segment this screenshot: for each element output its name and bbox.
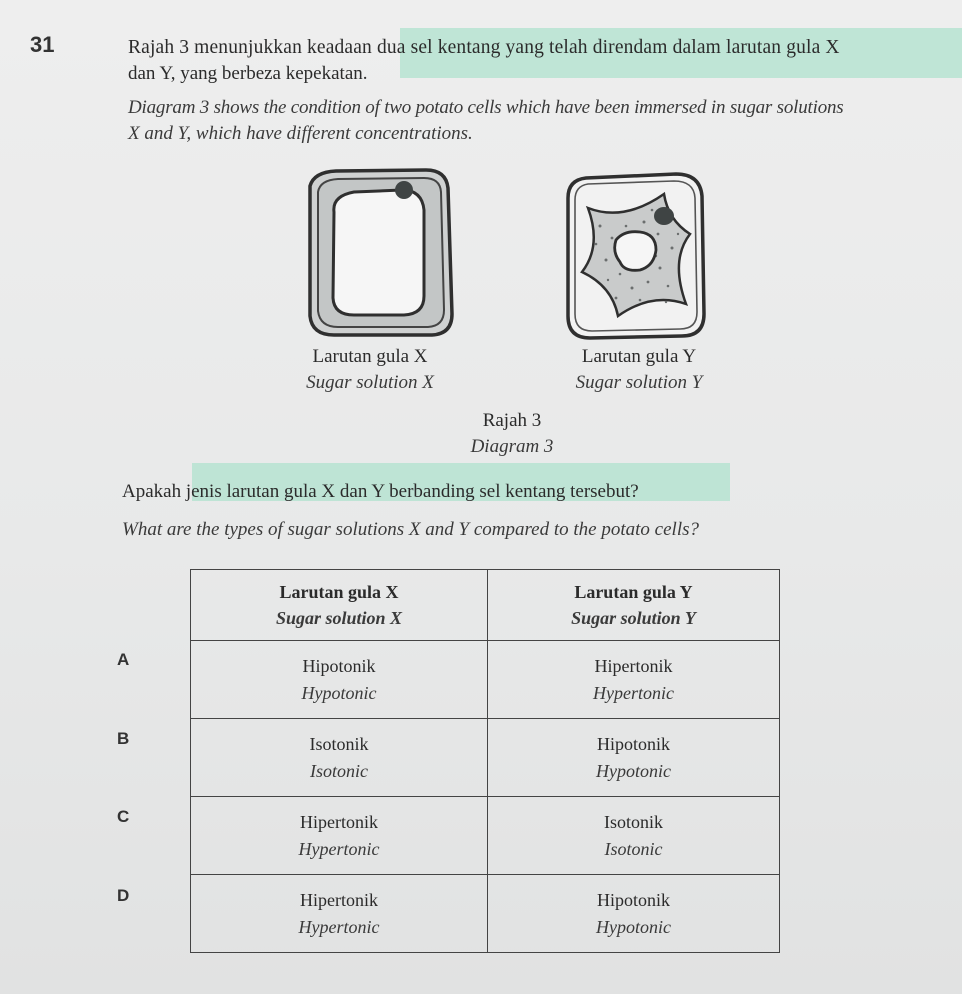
table-row[interactable]: [191, 875, 780, 953]
table-row[interactable]: [191, 719, 780, 797]
cell-x-label-en: Sugar solution X: [306, 372, 434, 393]
row-b-y-ms: Hipotonik: [596, 734, 670, 755]
stem-ms-line2: dan Y, yang berbeza kepekatan.: [128, 63, 368, 84]
row-c-x-en: Hypertonic: [298, 838, 380, 859]
cell-x-label-ms: Larutan gula X: [312, 346, 428, 367]
cell-y-diagram: [560, 164, 710, 344]
option-label-d[interactable]: D: [117, 886, 130, 905]
row-b-y: [488, 719, 780, 797]
diagram-caption-ms: Rajah 3: [482, 410, 542, 431]
header-x: [191, 570, 488, 641]
header-y-ms: Larutan gula Y: [574, 581, 693, 602]
prompt-en: What are the types of sugar solutions X and Y compared to the potato cells?: [122, 519, 699, 540]
answer-table: [190, 569, 780, 953]
stem-en-line1: Diagram 3 shows the condition of two potato cells which have been immersed in sugar solutions: [128, 97, 844, 118]
row-a-y-ms: Hipertonik: [594, 656, 673, 677]
row-d-x-en: Hypertonic: [298, 916, 380, 937]
option-label-b[interactable]: B: [117, 729, 130, 748]
header-y-en: Sugar solution Y: [571, 608, 696, 628]
row-b-x-ms: Isotonik: [309, 734, 369, 755]
row-d-y: [488, 875, 780, 953]
row-c-y-en: Isotonic: [604, 838, 663, 859]
row-d-y-ms: Hipotonik: [596, 890, 670, 911]
diagram-caption-en: Diagram 3: [470, 436, 554, 457]
row-b-y-en: Hypotonic: [596, 760, 671, 781]
stem-en-line2: X and Y, which have different concentrations.: [128, 123, 473, 144]
cell-y-label-ms: Larutan gula Y: [581, 346, 697, 367]
row-a-x: [191, 641, 488, 719]
option-label-a[interactable]: A: [117, 650, 130, 669]
row-b-x: [191, 719, 488, 797]
row-c-x: [191, 797, 488, 875]
row-d-x-ms: Hipertonik: [300, 890, 378, 911]
row-a-y: [488, 641, 780, 719]
header-y: [488, 570, 780, 641]
question-number: 31: [30, 32, 55, 57]
table-row[interactable]: [191, 641, 780, 719]
stem-ms-line1: Rajah 3 menunjukkan keadaan dua sel kentang yang telah direndam dalam larutan gula X: [128, 37, 840, 58]
row-a-x-en: Hypotonic: [301, 682, 377, 703]
row-a-x-ms: Hipotonik: [302, 656, 376, 677]
cell-y-label-en: Sugar solution Y: [575, 372, 703, 393]
row-d-y-en: Hypotonic: [596, 916, 671, 937]
prompt-ms: Apakah jenis larutan gula X dan Y berbanding sel kentang tersebut?: [122, 481, 639, 502]
row-c-y: [488, 797, 780, 875]
table-header-row: [191, 570, 780, 641]
row-c-y-ms: Isotonik: [603, 812, 663, 833]
row-a-y-en: Hypertonic: [593, 682, 674, 703]
header-x-ms: Larutan gula X: [279, 581, 399, 602]
row-c-x-ms: Hipertonik: [300, 812, 378, 833]
header-x-en: Sugar solution X: [275, 608, 403, 628]
cell-x-diagram: [296, 164, 466, 344]
row-b-x-en: Isotonic: [310, 760, 368, 781]
row-d-x: [191, 875, 488, 953]
option-label-c[interactable]: C: [117, 807, 130, 826]
table-row[interactable]: [191, 797, 780, 875]
